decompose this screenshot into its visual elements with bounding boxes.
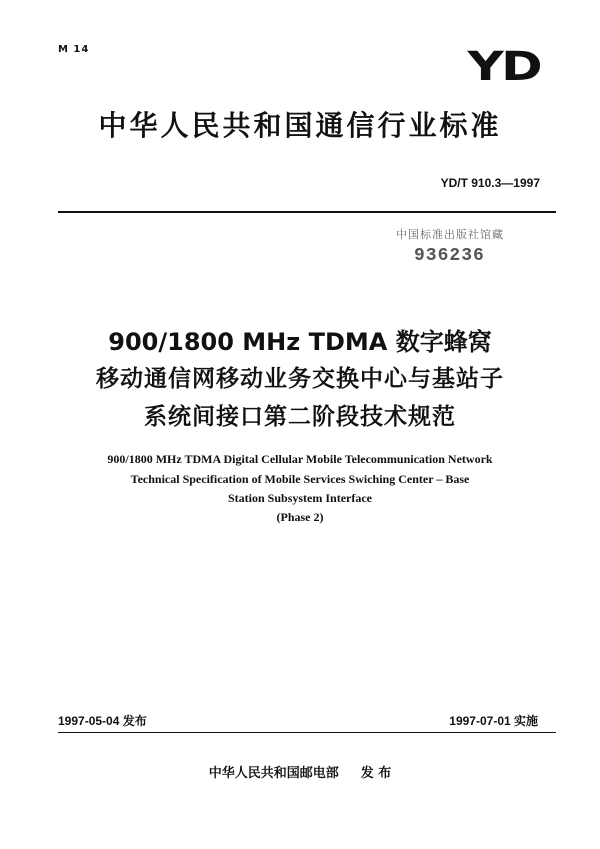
issuer-name: 中华人民共和国邮电部	[208, 766, 339, 781]
yd-logo: YD	[467, 44, 540, 90]
title-en-line1: 900/1800 MHz TDMA Digital Cellular Mobile Telecommunication Network	[107, 452, 493, 466]
footer-divider	[58, 732, 556, 733]
title-cn-line3: 系统间接口第二阶段技术规范	[144, 404, 456, 430]
org-title: 中华人民共和国通信行业标准	[98, 109, 502, 142]
title-cn-line2: 移动通信网移动业务交换中心与基站子	[96, 366, 504, 392]
stamp-text: 中国标准出版社馆藏	[396, 228, 504, 241]
header-divider	[58, 211, 556, 213]
title-en-line3: Station Subsystem Interface	[228, 491, 372, 505]
title-cn-line1: 900/1800 MHz TDMA 数字蜂窝	[108, 328, 492, 356]
issue-label: 发 布	[360, 766, 392, 781]
title-en-line4: (Phase 2)	[276, 510, 324, 524]
stamp-number: 936236	[414, 246, 485, 266]
issuer-line	[0, 762, 600, 781]
publish-date: 1997-05-04 发布	[58, 714, 147, 728]
library-stamp	[384, 222, 556, 272]
title-en-line2: Technical Specification of Mobile Services Swiching Center – Base	[130, 472, 470, 486]
implement-date: 1997-07-01 实施	[449, 714, 538, 728]
ics-code: M 14	[58, 44, 90, 55]
standard-number: YD/T 910.3—1997	[440, 176, 540, 190]
